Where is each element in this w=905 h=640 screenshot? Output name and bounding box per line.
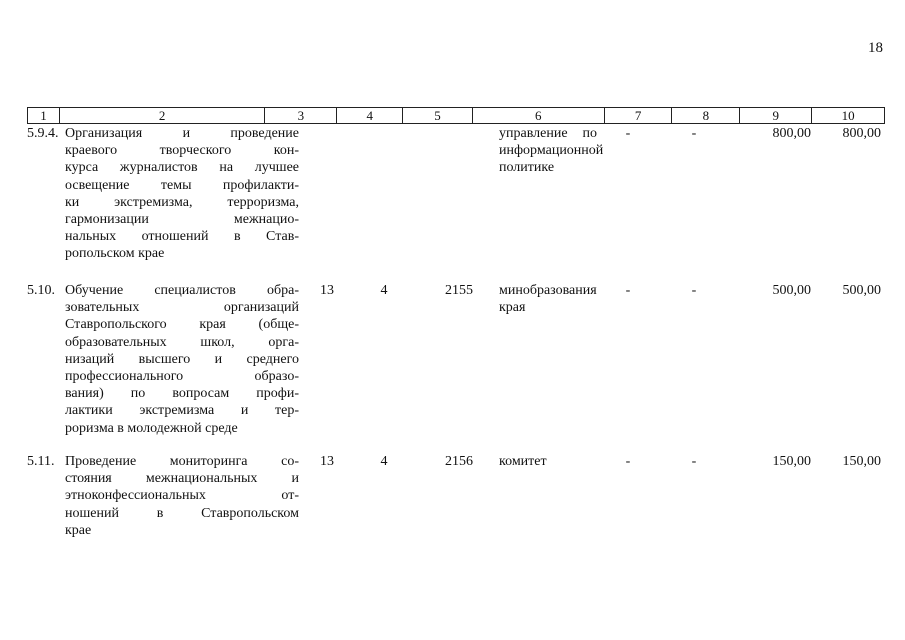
row-number: 5.9.4. [27,126,59,141]
cell-col-7: - [625,454,631,469]
description-line: краевого творческого кон- [65,143,299,159]
table-row [27,282,885,437]
description-line: гармонизации межнацио- [65,212,299,228]
description-line: ропольском крае [65,246,165,262]
description-line: Обучение специалистов обра- [65,283,299,298]
cell-col-9: 150,00 [772,454,811,469]
responsible-line: информационной [499,143,604,159]
cell-col-4: 4 [380,454,388,469]
header-col-2: 2 [60,108,266,123]
cell-responsible [475,125,604,263]
cell-col-10: 800,00 [842,126,881,141]
cell-col-5: 2156 [445,454,473,469]
header-col-9: 9 [740,108,812,123]
cell-col-3 [301,125,353,263]
cell-col-3: 13 [320,454,334,469]
table-row [27,453,885,539]
header-col-8: 8 [672,108,740,123]
header-col-10: 10 [841,108,855,123]
description-line: вания) по вопросам профи- [65,386,299,402]
description-line: зовательных организаций [65,300,299,316]
cell-col-8: - [691,283,697,298]
responsible-line: минобразования [499,283,597,298]
header-col-3: 3 [265,108,337,123]
description-line: профессионального образо- [65,369,299,385]
cell-col-4: 4 [380,283,388,298]
description-line: нальных отношений в Став- [65,229,299,245]
responsible-line: комитет [499,454,547,469]
description-line: Ставропольского края (обще- [65,317,299,333]
description-line: роризма в молодежной среде [65,420,238,436]
header-col-4: 4 [337,108,403,123]
cell-col-9: 500,00 [772,283,811,298]
header-col-6: 6 [473,108,605,123]
page-number: 18 [868,40,883,56]
responsible-line: политике [499,160,555,176]
description-line: крае [65,522,92,538]
row-description [65,125,301,263]
cell-col-8: - [691,454,697,469]
scan-top-edge [0,2,905,4]
cell-col-10: 500,00 [842,283,881,298]
row-number: 5.10. [27,283,55,298]
description-line: ки экстремизма, терроризма, [65,194,299,210]
cell-col-8: - [691,126,697,141]
description-line: образовательных школ, орга- [65,334,299,350]
cell-col-7: - [625,283,631,298]
description-line: стояния межнациональных и [65,471,299,487]
description-line: освещение темы профилакти- [65,177,299,193]
table-header-row [27,107,885,124]
description-line: низаций высшего и среднего [65,351,299,367]
description-line: этноконфессиональных от- [65,488,299,504]
header-col-7: 7 [605,108,673,123]
row-description [65,282,301,437]
cell-col-10: 150,00 [842,454,881,469]
cell-col-3: 13 [320,283,334,298]
row-description [65,453,301,539]
cell-col-5: 2155 [445,283,473,298]
description-line: курса журналистов на лучшее [65,160,299,176]
cell-responsible [475,282,597,437]
row-number: 5.11. [27,454,55,469]
cell-col-5 [415,125,475,263]
responsible-line: управление по [499,126,597,141]
cell-col-9: 800,00 [772,126,811,141]
table-row [27,125,885,263]
description-line: Проведение мониторинга со- [65,454,299,469]
responsible-line: края [499,300,526,316]
description-line: Организация и проведение [65,126,299,141]
description-line: ношений в Ставропольском [65,505,299,521]
header-col-5: 5 [403,108,473,123]
cell-col-7: - [625,126,631,141]
header-col-1: 1 [28,108,60,123]
cell-responsible [475,453,597,539]
description-line: лактики экстремизма и тер- [65,403,299,419]
cell-col-4 [353,125,415,263]
